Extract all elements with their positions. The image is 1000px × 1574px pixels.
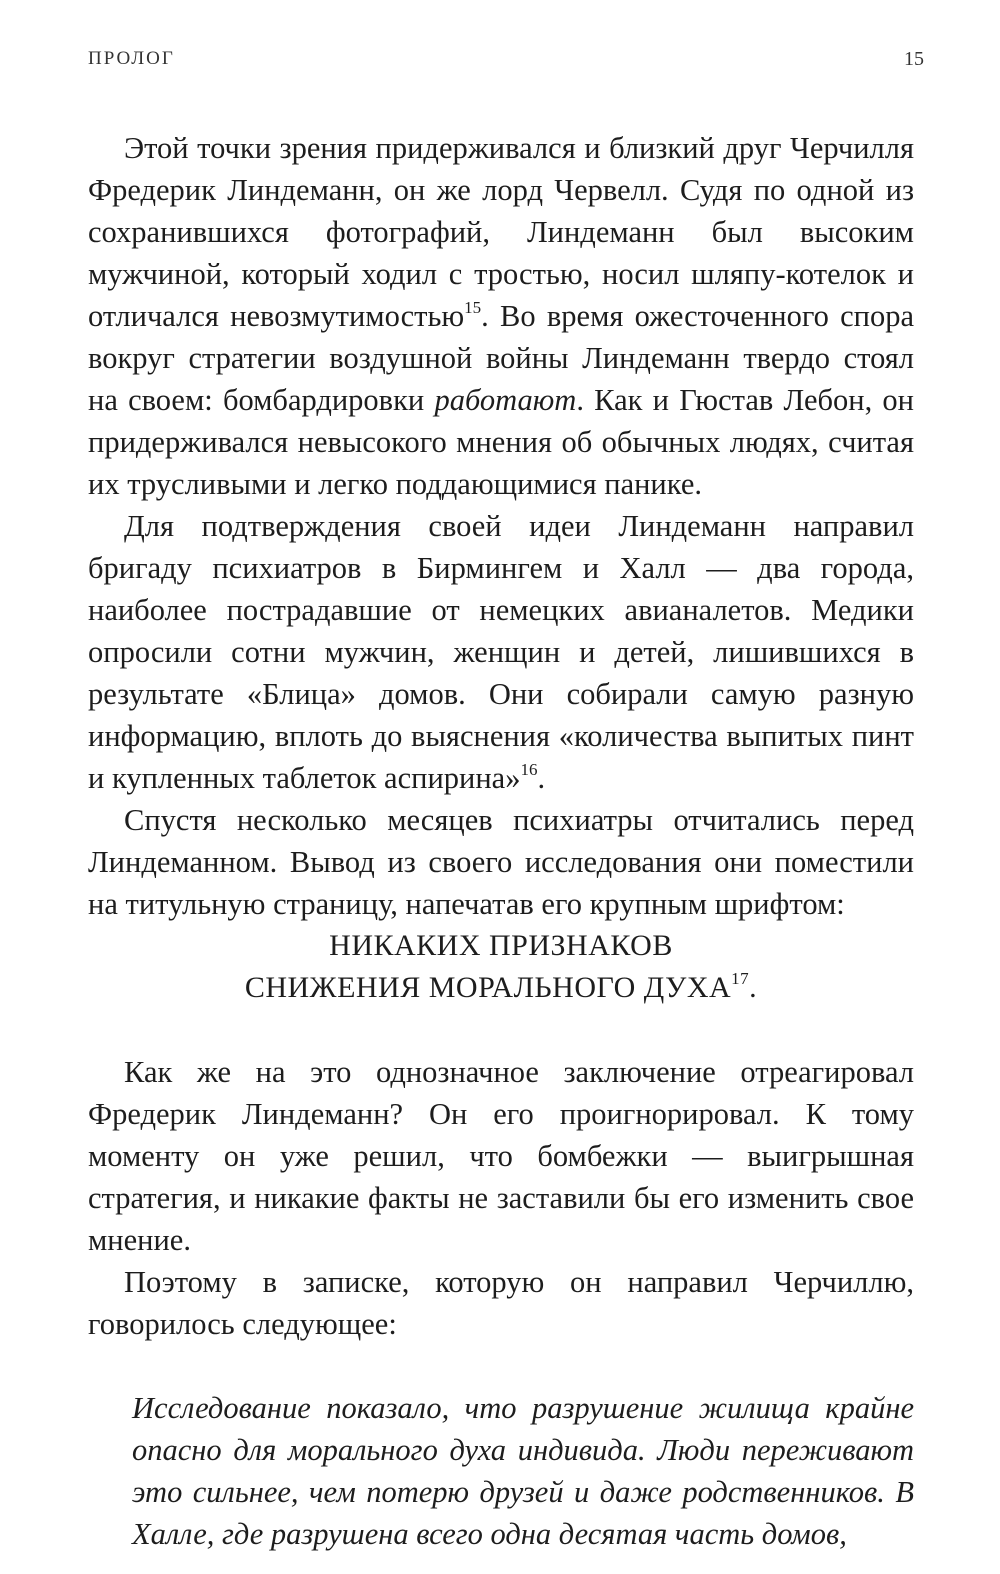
report-conclusion-heading [88, 925, 914, 1009]
heading-line-1: НИКАКИХ ПРИЗНАКОВ [329, 929, 673, 962]
paragraph-1-text-c: . Как и Гюстав Лебон, он придерживался невысокого мнения об обычных людях, считая их трусливыми и легко поддающимися панике. [88, 383, 914, 501]
heading-line-2-text: СНИЖЕНИЯ МОРАЛЬНОГО ДУХА [244, 971, 732, 1004]
paragraph-1 [88, 127, 914, 505]
footnote-ref-16: 16 [520, 759, 538, 779]
paragraph-4: Как же на это однозначное заключение отреагировал Фредерик Линдеманн? Он его проигнорировал. К тому моменту он уже решил, что бомбежки — выигрышная стратегия, и никакие факты не заставили бы его изменить свое мнение. [88, 1055, 914, 1257]
memo-quote: Исследование показало, что разрушение жилища крайне опасно для морального духа индивида. Люди переживают это сильнее, чем потерю друзей и даже родственников. В Халле, где разрушена всего одна десятая часть домов, [132, 1391, 914, 1551]
paragraph-1-text-b: . Во время ожесточенного спора вокруг стратегии воздушной войны Линдеманн твердо стоял на своем: бомбардировки [88, 299, 914, 417]
paragraph-3: Спустя несколько месяцев психиатры отчитались перед Линдеманном. Вывод из своего исследования они поместили на титульную страницу, напечатав его крупным шрифтом: [88, 803, 914, 921]
page-body [88, 127, 914, 1555]
emphasis-text: работают [434, 383, 577, 417]
page-number: 15 [904, 48, 924, 70]
running-head [88, 48, 924, 78]
paragraph-1-text-a: Этой точки зрения придерживался и близкий друг Черчилля Фредерик Линдеманн, он же лорд Червелл. Судя по одной из сохранившихся фотографий, Линдеманн был высоким мужчиной, который ходил с тростью, носил шляпу-котелок и отличался невозмутимостью [88, 131, 914, 333]
spacer [88, 1009, 914, 1051]
heading-period: . [749, 971, 758, 1004]
paragraph-2-text-a: Для подтверждения своей идеи Линдеманн направил бригаду психиатров в Бирмингем и Халл — два города, наиболее пострадавшие от немецких авианалетов. Медики опросили сотни мужчин, женщин и детей, лишившихся в результате «Блица» домов. Они собирали самую разную информацию, вплоть до выяснения «количества выпитых пинт и купленных таблеток аспирина» [88, 509, 914, 795]
footnote-ref-17: 17 [731, 969, 750, 988]
heading-line-2 [88, 967, 914, 1009]
paragraph-2 [88, 505, 914, 799]
footnote-ref-15: 15 [464, 297, 482, 317]
running-title: ПРОЛОГ [88, 48, 175, 69]
paragraph-2-text-b: . [537, 761, 546, 795]
paragraph-5: Поэтому в записке, которую он направил Черчиллю, говорилось следующее: [88, 1265, 914, 1341]
